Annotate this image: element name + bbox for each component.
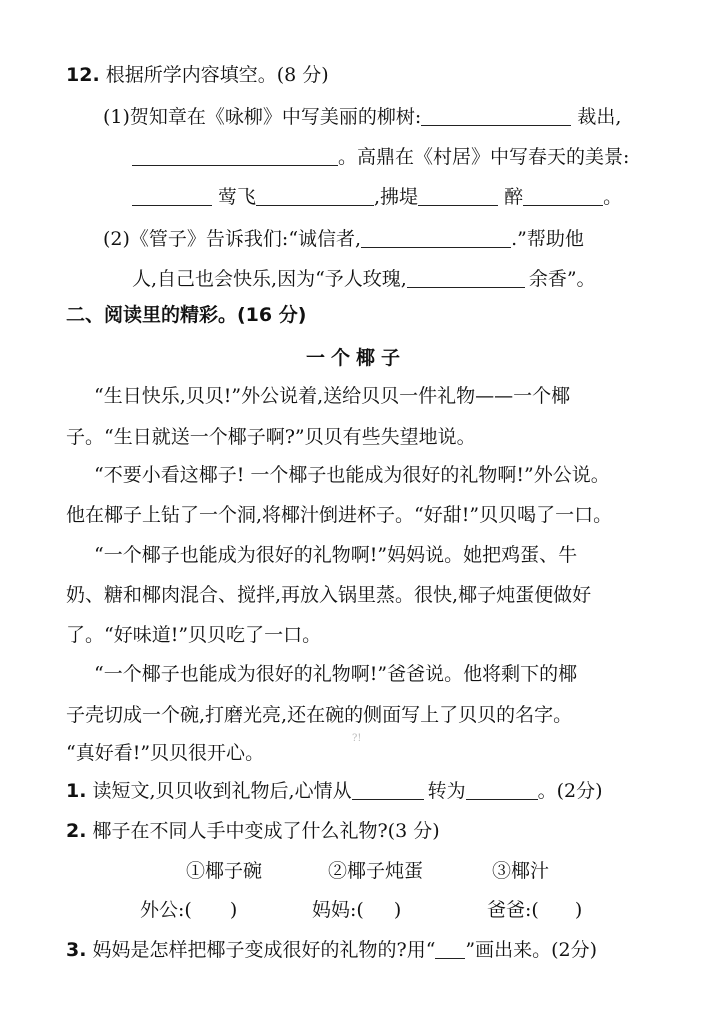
blank-willow-1[interactable]	[421, 105, 571, 126]
underline-sample	[435, 938, 465, 959]
scan-mark: ?!	[352, 733, 362, 744]
q2-label-baba: 爸爸:(	[487, 899, 539, 921]
story-line: 子壳切成一个碗,打磨光亮,还在碗的侧面写上了贝贝的名字。	[66, 704, 573, 726]
blank-rose[interactable]	[407, 267, 525, 288]
q2-number: 2.	[66, 820, 87, 842]
blank-village-3[interactable]	[418, 185, 498, 206]
q2-answer-waigong[interactable]	[140, 897, 237, 923]
q1-text-c: 。(2分)	[537, 780, 603, 802]
story-line: “一个椰子也能成为很好的礼物啊!”妈妈说。她把鸡蛋、牛	[94, 544, 578, 566]
story-title: 一个椰子	[306, 347, 407, 369]
q2-text: 椰子在不同人手中变成了什么礼物?(3 分)	[92, 820, 440, 842]
q12-part2-text-b: .”帮助他	[511, 228, 584, 250]
blank-village-2[interactable]	[256, 185, 374, 206]
q12-part1-line2	[132, 144, 629, 170]
q12-number: 12.	[66, 64, 100, 86]
blank-village-4[interactable]	[523, 185, 603, 206]
story-line: “生日快乐,贝贝!”外公说着,送给贝贝一件礼物——一个椰	[94, 385, 571, 407]
blank-mood-from[interactable]	[352, 779, 424, 800]
story-line: 奶、糖和椰肉混合、搅拌,再放入锅里蒸。很快,椰子炖蛋便做好	[66, 584, 592, 606]
q1-text-a: 读短文,贝贝收到礼物后,心情从	[92, 780, 352, 802]
q3-text-a: 妈妈是怎样把椰子变成很好的礼物的?用“	[92, 939, 436, 961]
story-line: 了。“好味道!”贝贝吃了一口。	[66, 624, 322, 646]
blank-village-1[interactable]	[132, 185, 212, 206]
q2-label-mama: 妈妈:(	[312, 899, 364, 921]
q2-answer-mama[interactable]	[312, 897, 401, 923]
q1-text-b: 转为	[427, 780, 466, 802]
q12-text-zui: 醉	[504, 186, 524, 208]
question-2	[66, 818, 440, 844]
blank-guanzi[interactable]	[361, 227, 511, 248]
q2-close-paren: )	[229, 899, 238, 921]
q12-part1-line1	[103, 104, 621, 130]
q12-text-period: 。	[603, 186, 623, 208]
q12-part1-line3	[132, 184, 622, 210]
q3-text-b: ”画出来。(2分)	[465, 939, 598, 961]
question-3	[66, 937, 597, 963]
q2-label-waigong: 外公:(	[140, 899, 192, 921]
blank-willow-2[interactable]	[132, 145, 338, 166]
q12-part2-line2	[132, 266, 596, 292]
story-line: “一个椰子也能成为很好的礼物啊!”爸爸说。他将剩下的椰	[94, 663, 578, 685]
q12-part2-text-c: 人,自己也会快乐,因为“予人玫瑰,	[132, 268, 407, 290]
q12-text-fudi: ,拂堤	[374, 186, 419, 208]
q12-part2-text-a: (2)《管子》告诉我们:“诚信者,	[103, 228, 362, 250]
q12-text-yingfei: 莺飞	[218, 186, 257, 208]
q1-number: 1.	[66, 780, 87, 802]
blank-mood-to[interactable]	[466, 779, 538, 800]
q12-part1-text-c: 。高鼎在《村居》中写春天的美景:	[338, 146, 630, 168]
q12-part1-text-a: (1)贺知章在《咏柳》中写美丽的柳树:	[103, 106, 422, 128]
q12-part1-text-b: 裁出,	[577, 106, 622, 128]
story-line: “不要小看这椰子! 一个椰子也能成为很好的礼物啊!”外公说。	[94, 464, 610, 486]
q12-prompt: 根据所学内容填空。(8 分)	[105, 64, 329, 86]
story-line: 他在椰子上钻了一个洞,将椰汁倒进杯子。“好甜!”贝贝喝了一口。	[66, 504, 613, 526]
q12-header	[66, 62, 329, 88]
q3-number: 3.	[66, 939, 87, 961]
story-line: “真好看!”贝贝很开心。	[66, 742, 265, 764]
story-line: 子。“生日就送一个椰子啊?”贝贝有些失望地说。	[66, 426, 476, 448]
question-1	[66, 778, 603, 804]
q12-part2-line1	[103, 226, 584, 252]
q2-close-paren: )	[393, 899, 402, 921]
q12-part2-text-d: 余香”。	[528, 268, 596, 290]
q2-answer-baba[interactable]	[487, 897, 582, 923]
section2-heading: 二、阅读里的精彩。(16 分)	[66, 304, 307, 326]
q2-option: ②椰子炖蛋	[328, 860, 424, 882]
q2-option: ③椰汁	[492, 860, 550, 882]
q2-close-paren: )	[574, 899, 583, 921]
q2-option: ①椰子碗	[186, 860, 263, 882]
